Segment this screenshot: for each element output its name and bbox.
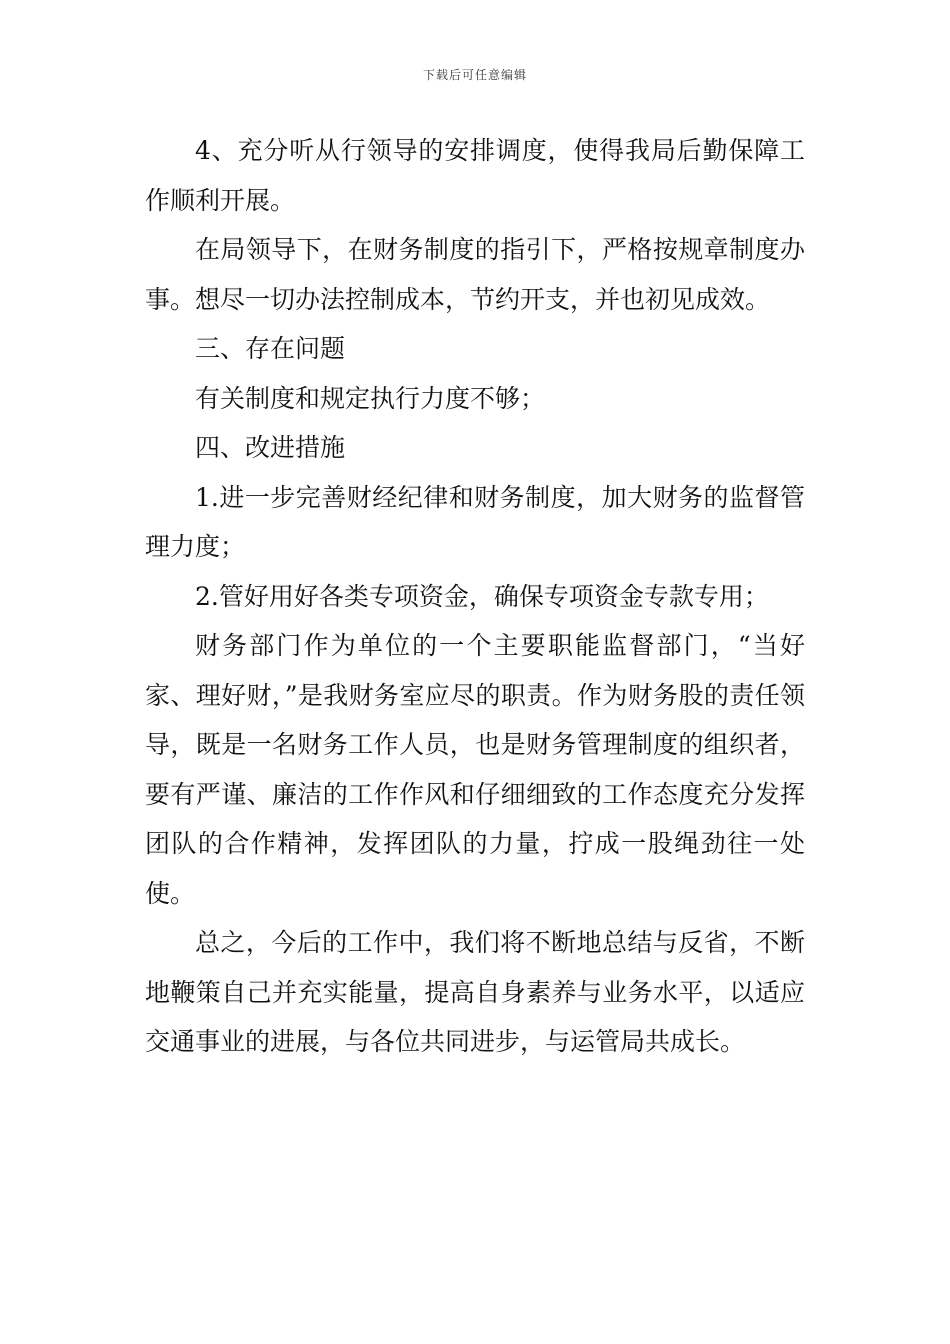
paragraph-finance-dept-role: 财务部门作为单位的一个主要职能监督部门，“当好家、理好财，”是我财务室应尽的职责。作为财务股的责任领导，既是一名财务工作人员，也是财务管理制度的组织者，要有严谨、廉洁的工作作风和仔细细致的工作态度充分发挥团队的合作精神，发挥团队的力量，拧成一股绳劲往一处使。 (145, 631, 805, 908)
paragraph-improvement-2: 2.管好用好各类专项资金，确保专项资金专款专用； (195, 581, 769, 611)
section-heading-problems: 三、存在问题 (195, 334, 346, 363)
paragraph-item-4: 4、充分听从行领导的安排调度，使得我局后勤保障工作顺利开展。 (145, 136, 805, 215)
paragraph-problem-1: 有关制度和规定执行力度不够； (195, 383, 546, 413)
document-body (145, 126, 805, 1067)
header-note: 下载后可任意编辑 (422, 68, 527, 82)
paragraph-finance-rules: 在局领导下，在财务制度的指引下，严格按规章制度办事。想尽一切办法控制成本，节约开支，并也初见成效。 (145, 235, 805, 314)
section-heading-improvements: 四、改进措施 (195, 433, 346, 462)
paragraph-improvement-1: 1.进一步完善财经纪律和财务制度，加大财务的监督管理力度； (145, 482, 805, 561)
paragraph-conclusion: 总之，今后的工作中，我们将不断地总结与反省，不断地鞭策自己并充实能量，提高自身素养与业务水平，以适应交通事业的进展，与各位共同进步，与运管局共成长。 (145, 928, 805, 1056)
